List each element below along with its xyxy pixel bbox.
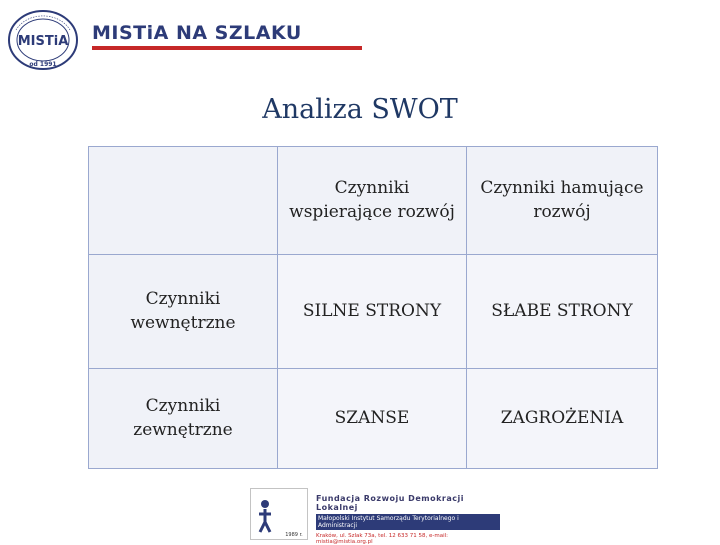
footer-institute-name: Małopolski Instytut Samorządu Terytorialnego i Administracji xyxy=(316,514,500,530)
cell-threats: ZAGROŻENIA xyxy=(467,369,658,469)
swot-table xyxy=(88,146,658,469)
seal-year: od 1991 xyxy=(29,61,57,68)
footer-foundation-name: Fundacja Rozwoju Demokracji Lokalnej xyxy=(316,494,464,512)
header xyxy=(0,0,720,80)
cell-weaknesses: SŁABE STRONY xyxy=(467,255,658,369)
frdl-logo-year: 1989 r. xyxy=(285,532,303,538)
table-row-internal xyxy=(89,255,658,369)
footer-contact: Kraków, ul. Szlak 73a, tel. 12 633 71 58, e-mail: mistia@mistia.org.pl xyxy=(316,533,448,545)
footer-text xyxy=(316,494,500,545)
mistia-seal-logo xyxy=(6,8,80,72)
footer xyxy=(240,484,500,545)
cell-opportunities: SZANSE xyxy=(278,369,467,469)
slide-title: Analiza SWOT xyxy=(262,94,458,125)
brand-underline xyxy=(92,46,362,50)
table-row-external xyxy=(89,369,658,469)
col-header-supporting: Czynniki wspierające rozwój xyxy=(278,147,467,255)
row-header-external: Czynniki zewnętrzne xyxy=(89,369,278,469)
seal-wordmark: MISTiA xyxy=(17,34,69,49)
table-corner-cell xyxy=(89,147,278,255)
frdl-logo xyxy=(250,488,308,540)
brand-title: MISTiA NA SZLAKU xyxy=(92,22,302,44)
table-header-row xyxy=(89,147,658,255)
cell-strengths: SILNE STRONY xyxy=(278,255,467,369)
col-header-hindering: Czynniki hamujące rozwój xyxy=(467,147,658,255)
row-header-internal: Czynniki wewnętrzne xyxy=(89,255,278,369)
